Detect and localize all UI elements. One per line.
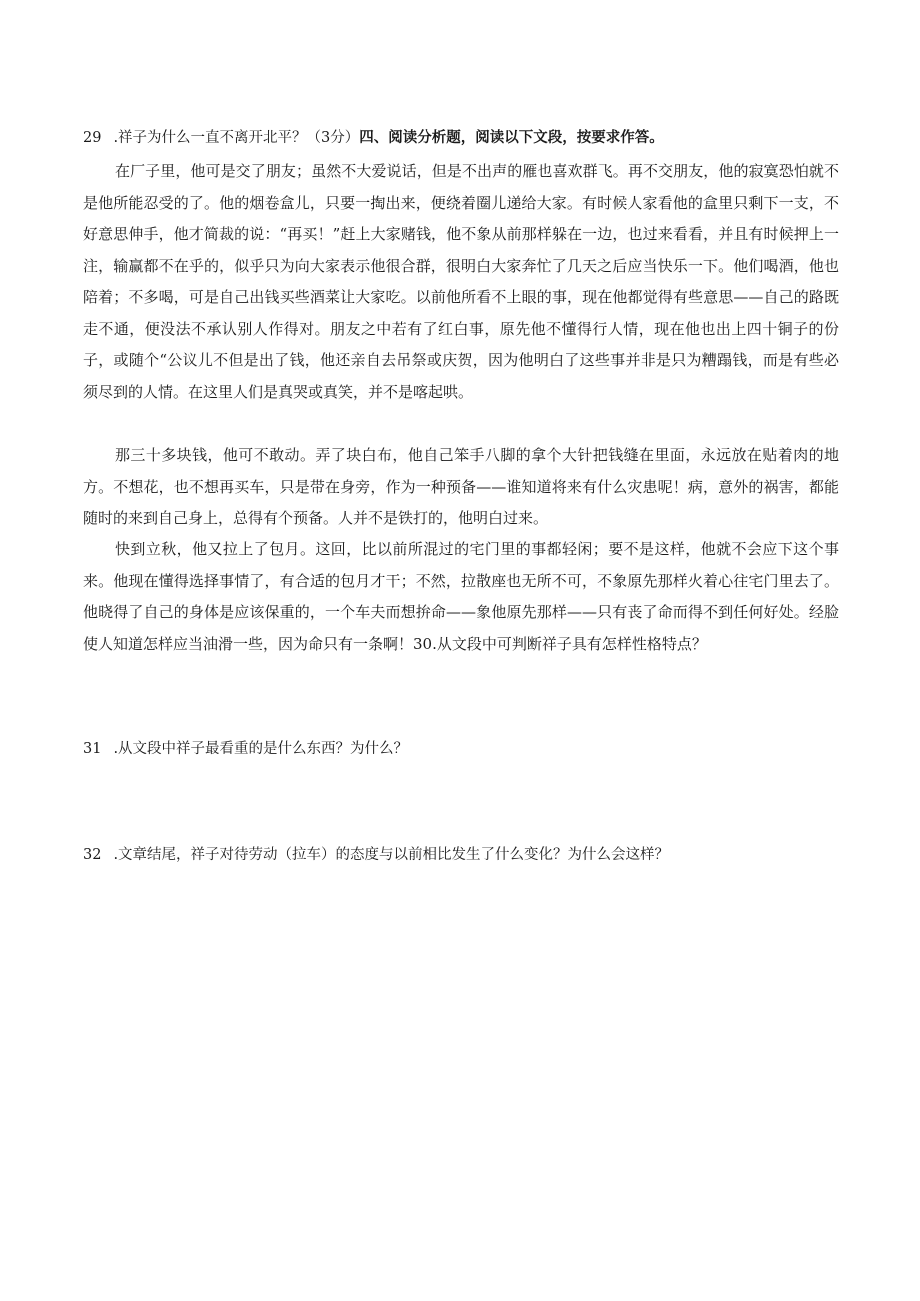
passage-paragraph-1: 在厂子里，他可是交了朋友；虽然不大爱说话，但是不出声的雁也喜欢群飞。再不交朋友，他的寂寞恐怕就不是他所能忍受的了。他的烟卷盒儿，只要一掏出来，便绕着圈儿递给大家。有时候人家看他的盒里只剩下一支，不好意思伸手，他才简裁的说：“再买！”赶上大家赌钱，他不象从前那样躲在一边，也过来看看，并且有时候押上一注，输赢都不在乎的，似乎只为向大家表示他很合群，很明白大家奔忙了几天之后应当快乐一下。他们喝酒，他也陪着；不多喝，可是自己出钱买些酒菜让大家吃。以前他所看不上眼的事，现在他都觉得有些意思——自己的路既走不通，便没法不承认别人作得对。朋友之中若有了红白事，原先他不懂得行人情，现在他也出上四十铜子的份子，或随个“公议儿不但是出了钱，他还亲自去吊祭或庆贺，因为他明白了这些事并非是只为糟蹋钱，而是有些必须尽到的人情。在这里人们是真哭或真笑，并不是喀起哄。 — [83, 162, 839, 401]
question-29-text: .祥子为什么一直不离开北平？（3分） — [113, 130, 360, 146]
question-29-number: 29 — [83, 130, 102, 146]
passage-paragraph-3: 快到立秋，他又拉上了包月。这回，比以前所混过的宅门里的事都轻闲；要不是这样，他就不会应下这个事来。他现在懂得选择事情了，有合适的包月才干；不然，拉散座也无所不可，不象原先那样火着心往宅门里去了。他晓得了自己的身体是应该保重的，一个车夫而想拚命——象他原先那样——只有丧了命而得不到任何好处。经脸使人知道怎样应当油滑一些，因为命只有一条啊！30.从文段中可判断祥子具有怎样性格特点？ — [83, 540, 839, 653]
question-31 — [83, 739, 843, 759]
question-32-number: 32 — [83, 847, 102, 863]
question-29 — [83, 128, 843, 148]
question-31-number: 31 — [83, 741, 102, 757]
question-32 — [83, 845, 843, 865]
passage-paragraph-2: 那三十多块钱，他可不敢动。弄了块白布，他自己笨手八脚的拿个大针把钱缝在里面，永远放在贴着肉的地方。不想花，也不想再买车，只是带在身旁，作为一种预备——谁知道将来有什么灾患呢！病，意外的祸害，都能随时的来到自己身上，总得有个预备。人并不是铁打的，他明白过来。 — [83, 446, 839, 527]
section-heading: 四、阅读分析题，阅读以下文段，按要求作答。 — [359, 130, 664, 146]
question-32-text: .文章结尾，祥子对待劳动（拉车）的态度与以前相比发生了什么变化？为什么会这样？ — [113, 847, 670, 863]
question-31-text: .从文段中祥子最看重的是什么东西？为什么？ — [113, 741, 409, 757]
